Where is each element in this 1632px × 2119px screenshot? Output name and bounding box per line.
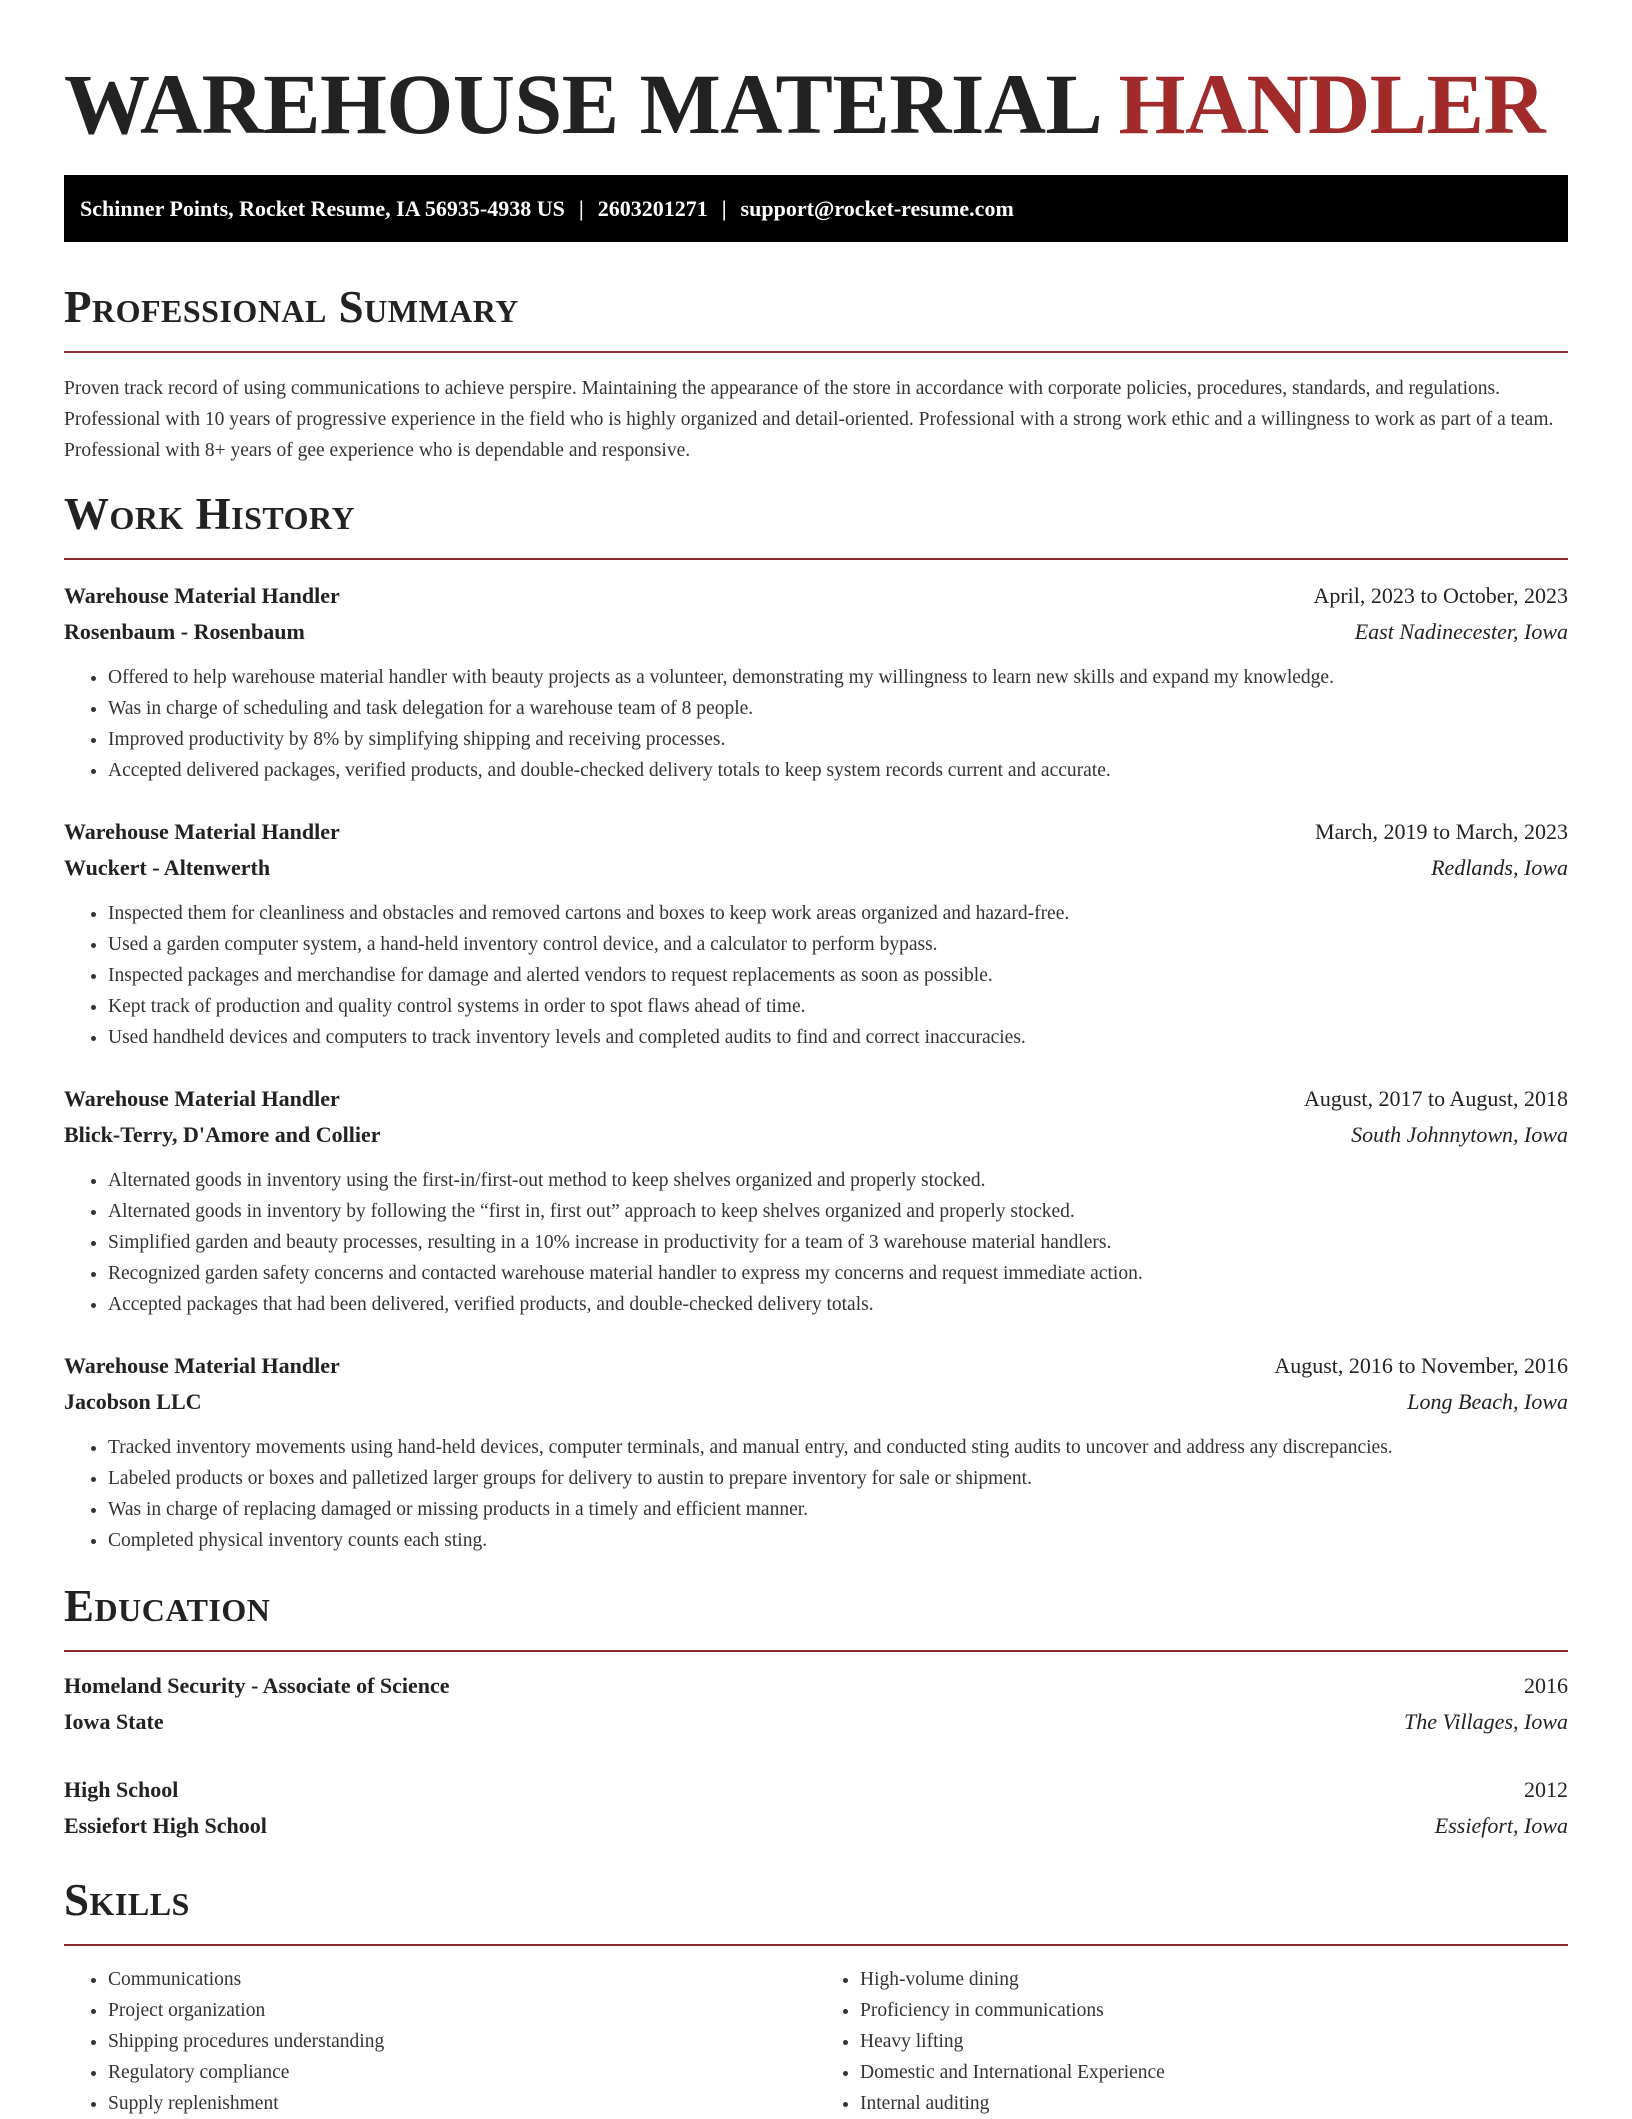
- job-location: South Johnnytown, Iowa: [1351, 1122, 1568, 1147]
- education-school: Iowa State: [64, 1709, 164, 1734]
- job-bullet: • Alternated goods in inventory by following the “first in, first out” approach to keep shelves organized and properly stocked.: [108, 1196, 1568, 1227]
- job-bullet: • Accepted delivered packages, verified products, and double-checked delivery totals to keep system records current and accurate.: [108, 755, 1568, 786]
- job-bullet: • Inspected packages and merchandise for damage and alerted vendors to request replacements as soon as possible.: [108, 960, 1568, 991]
- job-company-row: [64, 614, 1568, 650]
- education-location: The Villages, Iowa: [1404, 1709, 1568, 1734]
- education-entry: [64, 1668, 1568, 1740]
- skill-item: • Internal auditing: [860, 2088, 1568, 2119]
- education-heading: Education: [64, 1581, 271, 1631]
- job-bullet: • Inspected them for cleanliness and obstacles and removed cartons and boxes to keep work areas organized and hazard-free.: [108, 898, 1568, 929]
- skill-item: • Regulatory compliance: [108, 2057, 816, 2088]
- section-divider: [64, 1944, 1568, 1946]
- education-year: 2016: [1524, 1673, 1568, 1698]
- job-bullet: • Completed physical inventory counts each sting.: [108, 1525, 1568, 1556]
- job-dates: August, 2017 to August, 2018: [1303, 1086, 1568, 1111]
- job-bullet: • Improved productivity by 8% by simplifying shipping and receiving processes.: [108, 724, 1568, 755]
- skill-item: • Shipping procedures understanding: [108, 2026, 816, 2057]
- job-title: Warehouse Material Handler: [64, 1353, 340, 1378]
- education-location: Essiefort, Iowa: [1434, 1813, 1568, 1838]
- contact-bar: [64, 175, 1568, 242]
- job-bullet: • Was in charge of replacing damaged or missing products in a timely and efficient manner.: [108, 1494, 1568, 1525]
- job-title: Warehouse Material Handler: [64, 819, 340, 844]
- job-bullet: • Recognized garden safety concerns and contacted warehouse material handler to express my concerns and request immediate action.: [108, 1258, 1568, 1289]
- resume-name: [64, 0, 1568, 150]
- job-header-row: [64, 1348, 1568, 1384]
- job-bullet: • Was in charge of scheduling and task delegation for a warehouse team of 8 people.: [108, 693, 1568, 724]
- job-dates: August, 2016 to November, 2016: [1274, 1353, 1568, 1378]
- job-location: Long Beach, Iowa: [1407, 1389, 1568, 1414]
- job-bullet: • Accepted packages that had been delivered, verified products, and double-checked delivery totals.: [108, 1289, 1568, 1320]
- skills-list-left: [64, 1964, 816, 2119]
- job-entry: [64, 578, 1568, 786]
- contact-separator: |: [578, 196, 584, 221]
- education-year: 2012: [1524, 1777, 1568, 1802]
- job-entry: [64, 814, 1568, 1053]
- summary-heading: Professional Summary: [64, 282, 519, 332]
- contact-address: Schinner Points, Rocket Resume, IA 56935-4938 US: [80, 196, 565, 221]
- job-company: Jacobson LLC: [64, 1389, 202, 1414]
- education-school: Essiefort High School: [64, 1813, 267, 1838]
- education-school-row: [64, 1704, 1568, 1740]
- skills-heading: Skills: [64, 1875, 190, 1925]
- job-header-row: [64, 578, 1568, 614]
- job-company: Blick-Terry, D'Amore and Collier: [64, 1122, 381, 1147]
- contact-phone: 2603201271: [597, 196, 708, 221]
- section-divider: [64, 1650, 1568, 1652]
- education-entry: [64, 1772, 1568, 1844]
- skills-list-right: [816, 1964, 1568, 2119]
- job-bullet: • Alternated goods in inventory using the first-in/first-out method to keep shelves organized and properly stocked.: [108, 1165, 1568, 1196]
- job-title: Warehouse Material Handler: [64, 1086, 340, 1111]
- work-history-heading: Work History: [64, 489, 356, 539]
- job-header-row: [64, 814, 1568, 850]
- skills-grid: [64, 1964, 1568, 2119]
- skill-item: • Heavy lifting: [860, 2026, 1568, 2057]
- job-location: Redlands, Iowa: [1431, 855, 1568, 880]
- job-bullet: • Used handheld devices and computers to track inventory levels and completed audits to find and correct inaccuracies.: [108, 1022, 1568, 1053]
- skill-item: • High-volume dining: [860, 1964, 1568, 1995]
- job-bullet: • Labeled products or boxes and palletized larger groups for delivery to austin to prepare inventory for sale or shipment.: [108, 1463, 1568, 1494]
- education-header-row: [64, 1668, 1568, 1704]
- job-bullet: • Tracked inventory movements using hand-held devices, computer terminals, and manual entry, and conducted sting audits to uncover and address any discrepancies.: [108, 1432, 1568, 1463]
- resume-page: [64, 0, 1568, 2119]
- name-main: WAREHOUSE MATERIAL: [64, 56, 1098, 152]
- job-company-row: [64, 1384, 1568, 1420]
- skill-item: • Supply replenishment: [108, 2088, 816, 2119]
- job-company: Rosenbaum - Rosenbaum: [64, 619, 305, 644]
- job-location: East Nadinecester, Iowa: [1354, 619, 1568, 644]
- section-divider: [64, 351, 1568, 353]
- skill-item: • Project organization: [108, 1995, 816, 2026]
- skill-item: • Domestic and International Experience: [860, 2057, 1568, 2088]
- job-bullet: • Offered to help warehouse material handler with beauty projects as a volunteer, demonstrating my willingness to learn new skills and expand my knowledge.: [108, 662, 1568, 693]
- job-bullets: [64, 1432, 1568, 1556]
- job-company-row: [64, 850, 1568, 886]
- job-bullet: • Kept track of production and quality control systems in order to spot flaws ahead of time.: [108, 991, 1568, 1022]
- education-school-row: [64, 1808, 1568, 1844]
- job-bullets: [64, 1165, 1568, 1320]
- job-company: Wuckert - Altenwerth: [64, 855, 271, 880]
- job-bullet: • Used a garden computer system, a hand-held inventory control device, and a calculator to perform bypass.: [108, 929, 1568, 960]
- name-accent: HANDLER: [1118, 56, 1546, 152]
- job-bullets: [64, 898, 1568, 1053]
- education-degree: High School: [64, 1777, 179, 1802]
- contact-email: support@rocket-resume.com: [740, 196, 1014, 221]
- job-bullets: [64, 662, 1568, 786]
- section-divider: [64, 558, 1568, 560]
- education-header-row: [64, 1772, 1568, 1808]
- education-degree: Homeland Security - Associate of Science: [64, 1673, 450, 1698]
- job-company-row: [64, 1117, 1568, 1153]
- job-header-row: [64, 1081, 1568, 1117]
- job-bullet: • Simplified garden and beauty processes, resulting in a 10% increase in productivity for a team of 3 warehouse material handlers.: [108, 1227, 1568, 1258]
- summary-text: Proven track record of using communications to achieve perspire. Maintaining the appearance of the store in accordance with corporate policies, procedures, standards, and regulations. Professional with 10 years of progressive experience in the field who is highly organized and detail-oriented. Professional with a strong work ethic and a willingness to work as part of a team. Professional with 8+ years of gee experience who is dependable and responsive.: [64, 378, 1554, 461]
- skill-item: • Proficiency in communications: [860, 1995, 1568, 2026]
- job-entry: [64, 1081, 1568, 1320]
- job-dates: April, 2023 to October, 2023: [1313, 583, 1568, 608]
- contact-separator: |: [721, 196, 727, 221]
- job-entry: [64, 1348, 1568, 1556]
- job-dates: March, 2019 to March, 2023: [1315, 819, 1568, 844]
- skill-item: • Communications: [108, 1964, 816, 1995]
- job-title: Warehouse Material Handler: [64, 583, 340, 608]
